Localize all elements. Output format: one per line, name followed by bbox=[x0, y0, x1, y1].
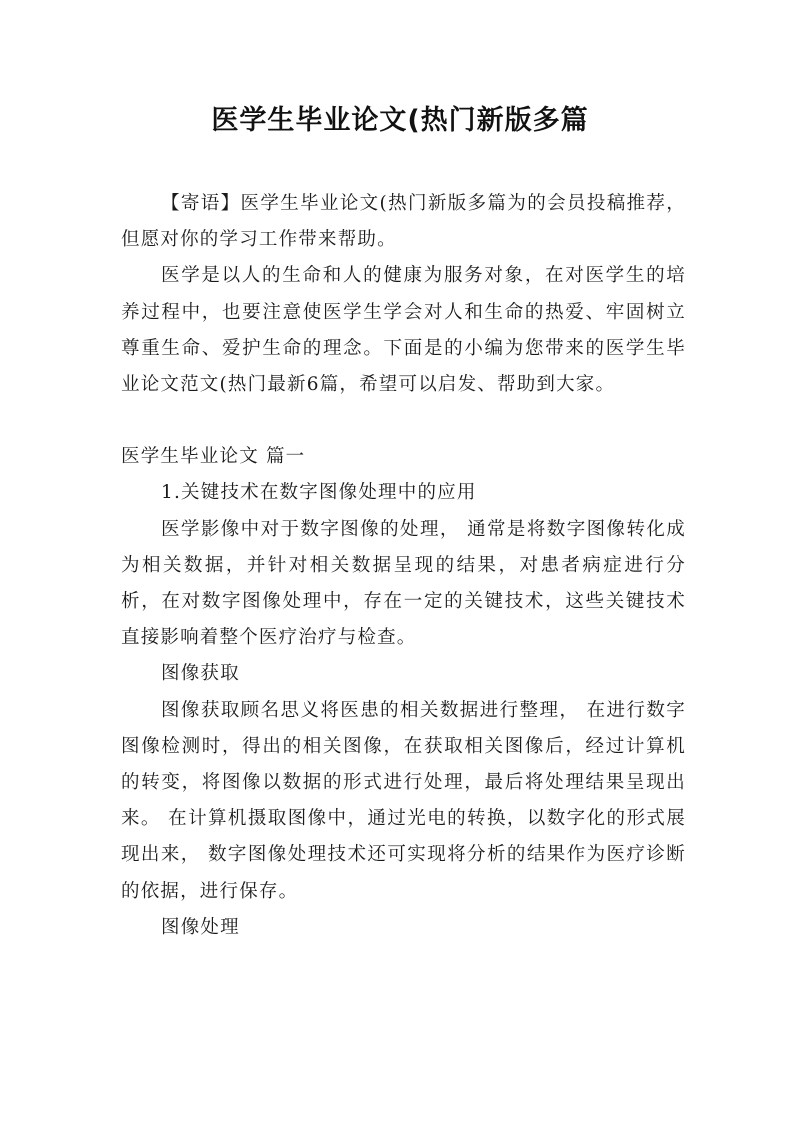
section-heading: 医学生毕业论文 篇一 bbox=[121, 446, 306, 468]
paragraph-gap bbox=[121, 403, 686, 439]
subheading-image-processing: 图像处理 bbox=[161, 916, 240, 938]
subsection-heading: 1.关键技术在数字图像处理中的应用 bbox=[161, 482, 477, 504]
body-paragraph: 医学影像中对于数字图像的处理， 通常是将数字图像转化成为相关数据，并针对相关数据呈现的结果，对患者病症进行分析，在对数字图像处理中，存在一定的关键技术，这些关键技术直接影响着整个医疗治疗与检查。 bbox=[121, 518, 686, 649]
subheading-image-acquisition: 图像获取 bbox=[161, 663, 240, 685]
intro-paragraph: 医学是以人的生命和人的健康为服务对象，在对医学生的培养过程中，也要注意使医学生学会对人和生命的热爱、牢固树立尊重生命、爱护生命的理念。下面是的小编为您带来的医学生毕业论文范文(热门最新6篇，希望可以启发、帮助到大家。 bbox=[121, 265, 686, 396]
document-body bbox=[121, 186, 686, 946]
preface-paragraph: 【寄语】医学生毕业论文(热门新版多篇为的会员投稿推荐，但愿对你的学习工作带来帮助。 bbox=[121, 193, 686, 251]
document-title: 医学生毕业论文(热门新版多篇 bbox=[211, 105, 589, 136]
body-paragraph: 图像获取顾名思义将医患的相关数据进行整理， 在进行数字图像检测时，得出的相关图像，在获取相关图像后，经过计算机的转变，将图像以数据的形式进行处理，最后将处理结果呈现出来。 在计算机摄取图像中，通过光电的转换，以数字化的形式展现出来， 数字图像处理技术还可实现将分析的结果作为医疗诊断的依据，进行保存。 bbox=[121, 699, 686, 902]
